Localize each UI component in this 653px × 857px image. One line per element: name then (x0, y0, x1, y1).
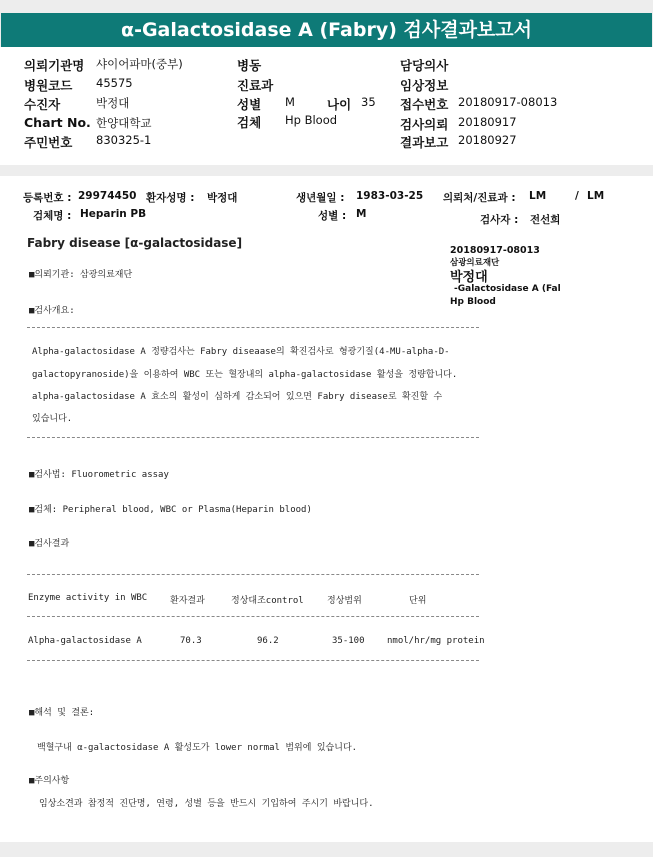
patient-info-panel (0, 47, 653, 165)
value-specimen: Hp Blood (285, 113, 338, 127)
specimen-name-value: Heparin PB (80, 208, 147, 220)
value-resident-no: 830325-1 (96, 133, 152, 147)
value-result-report: 20180927 (458, 133, 517, 147)
value-hospital-code: 45575 (96, 76, 133, 90)
specimen-name-label: 검체명 : (33, 210, 72, 222)
label-clinical-info: 임상정보 (400, 78, 449, 93)
value-sex: M (285, 95, 295, 109)
divider (27, 660, 479, 661)
label-doctor: 담당의사 (400, 58, 449, 73)
label-test-request: 검사의뢰 (400, 117, 449, 132)
table-header-unit: 단위 (409, 596, 427, 606)
report-title: α-Galactosidase A (Fabry) 검사결과보고서 (1, 13, 652, 47)
label-department: 진료과 (237, 78, 274, 93)
tester-value: 전선희 (530, 214, 561, 226)
table-header-control: 정상대조control (231, 596, 304, 606)
method-line: ■검사법: Fluorometric assay (29, 470, 169, 480)
value-age: 35 (361, 95, 376, 109)
overview-line-4: 있습니다. (32, 414, 73, 424)
notes-heading: ■주의사항 (29, 776, 70, 786)
stamp-receipt-no: 20180917-08013 (450, 245, 540, 256)
dept-separator: / (575, 190, 579, 202)
reg-no-label: 등록번호 : (23, 192, 72, 204)
value-examinee: 박정대 (96, 96, 130, 110)
result-heading: ■검사결과 (29, 539, 70, 549)
dept-value-2: LM (587, 190, 605, 202)
overview-line-3: alpha-galactosidase A 효소의 활성이 심하게 감소되어 있으면 Fabry disease로 확진할 수 (32, 392, 443, 402)
institution-line: ■의뢰기관: 삼광의료재단 (29, 270, 133, 280)
specimen-line: ■검체: Peripheral blood, WBC or Plasma(Heparin blood) (29, 505, 312, 515)
label-ward: 병동 (237, 58, 262, 73)
dept-value-1: LM (529, 190, 547, 202)
tester-label: 검사자 : (480, 214, 519, 226)
stamp-specimen: Hp Blood (450, 297, 496, 307)
overview-line-1: Alpha-galactosidase A 정량검사는 Fabry diseaase의 확진검사로 형광기질(4-MU-alpha-D- (32, 347, 450, 357)
divider (27, 437, 479, 438)
dept-label: 의뢰처/진료과 : (443, 192, 516, 204)
value-requesting-org: 샤이어파마(중부) (96, 57, 183, 71)
label-examinee: 수진자 (24, 97, 61, 112)
test-title: Fabry disease [α-galactosidase] (27, 236, 243, 250)
patient-name-value: 박정대 (207, 192, 238, 204)
label-result-report: 결과보고 (400, 135, 449, 150)
divider (27, 327, 479, 328)
overview-line-2: galactopyranoside)을 이용하여 WBC 또는 혈장내의 alpha-galactosidase 활성을 정량합니다. (32, 370, 458, 380)
table-cell-enzyme: Alpha-galactosidase A (28, 636, 142, 646)
label-chart-no: Chart No. (24, 115, 91, 130)
dob-value: 1983-03-25 (356, 190, 424, 202)
interpretation-text: 백혈구내 α-galactosidase A 활성도가 lower normal 범위에 있습니다. (37, 743, 358, 753)
label-requesting-org: 의뢰기관명 (24, 58, 85, 73)
table-cell-control: 96.2 (257, 636, 279, 646)
label-hospital-code: 병원코드 (24, 78, 73, 93)
notes-text: 임상소견과 참정적 진단명, 연령, 성별 등을 반드시 기입하여 주시기 바랍니다. (39, 799, 374, 809)
specimen-label-stamp (447, 242, 585, 324)
stamp-org: 삼광의료재단 (450, 258, 500, 268)
label-receipt-no: 접수번호 (400, 97, 449, 112)
value-test-request: 20180917 (458, 115, 517, 129)
table-header-range: 정상범위 (327, 596, 362, 606)
patient-name-label: 환자성명 : (146, 192, 195, 204)
label-specimen: 검체 (237, 115, 262, 130)
stamp-test: -Galactosidase A (Fal (454, 284, 561, 294)
stamp-patient-name: 박정대 (450, 270, 488, 285)
table-cell-unit: nmol/hr/mg protein (387, 636, 485, 646)
divider (27, 574, 479, 575)
value-chart-no: 한양대학교 (96, 116, 152, 130)
reg-no-value: 29974450 (78, 190, 137, 202)
value-receipt-no: 20180917-08013 (458, 95, 558, 109)
label-resident-no: 주민번호 (24, 135, 73, 150)
table-header-enzyme: Enzyme activity in WBC (28, 593, 148, 603)
label-sex: 성별 (237, 97, 262, 112)
overview-heading: ■검사개요: (29, 306, 75, 316)
dob-label: 생년월일 : (296, 192, 345, 204)
table-header-patient: 환자결과 (170, 596, 205, 606)
label-age: 나이 (327, 97, 352, 112)
table-cell-patient: 70.3 (180, 636, 202, 646)
table-cell-range: 35-100 (332, 636, 365, 646)
report-sex-label: 성별 : (318, 210, 347, 222)
divider (27, 616, 479, 617)
interpretation-heading: ■해석 및 결론: (29, 708, 95, 718)
report-sex-value: M (356, 208, 367, 220)
